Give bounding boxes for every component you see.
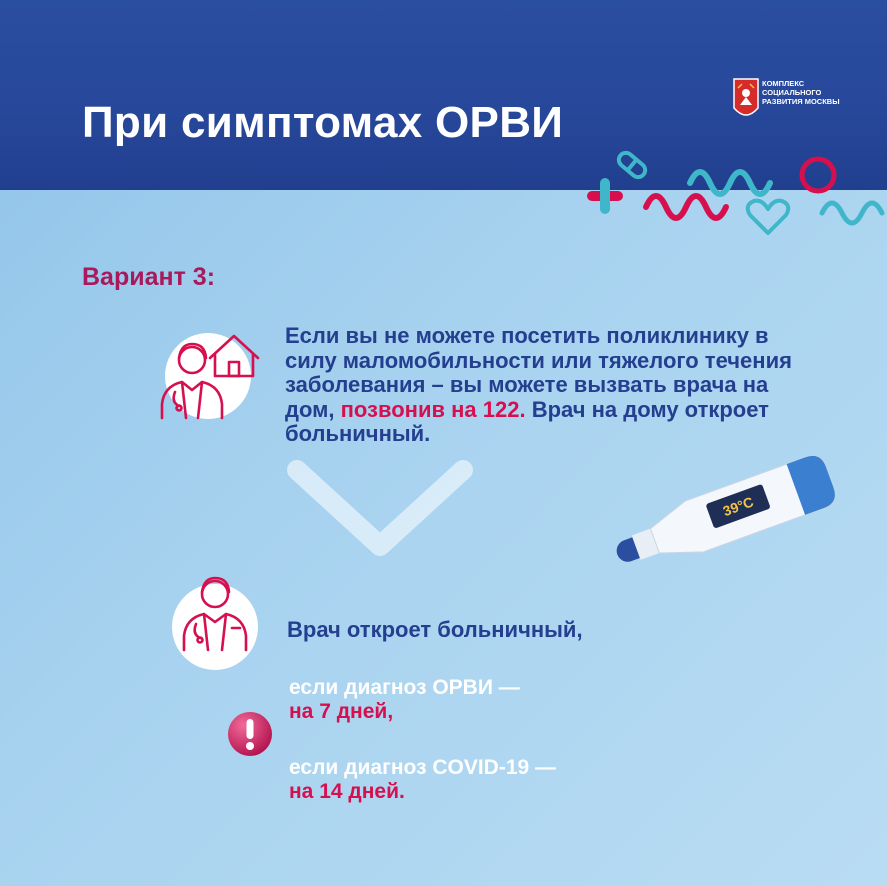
home-visit-text <box>285 324 805 447</box>
doctor-icon <box>178 572 252 652</box>
condition-covid-text: если диагноз COVID-19 — <box>289 756 557 779</box>
home-visit-text-main: Если вы не можете посетить поликлинику в силу маломобильности или тяжелого течения заболевания – вы можете вызвать врача на дом, <box>285 323 792 422</box>
condition-orvi <box>289 676 520 724</box>
logo-text: КОМПЛЕКС СОЦИАЛЬНОГО РАЗВИТИЯ МОСКВЫ <box>762 79 840 106</box>
condition-orvi-text: если диагноз ОРВИ — <box>289 676 520 699</box>
page-title: При симптомах ОРВИ <box>82 98 564 147</box>
phone-call-accent: позвонив на 122. <box>340 396 526 422</box>
thermometer-reading: 39°C <box>720 493 756 520</box>
chevron-down-icon <box>285 460 475 560</box>
home-visit-text-end: Врач на дому откроет больничный. <box>285 396 769 446</box>
sick-leave-text: Врач откроет больничный, <box>287 617 583 642</box>
condition-covid <box>289 756 556 804</box>
doctor-home-icon <box>158 328 262 422</box>
condition-covid-days: на 14 дней. <box>289 780 405 803</box>
thermometer-icon <box>600 450 845 580</box>
condition-orvi-days: на 7 дней, <box>289 700 394 723</box>
variant-label: Вариант 3: <box>82 263 216 291</box>
moscow-coat-of-arms-icon <box>733 78 759 127</box>
decorative-shapes-icon <box>580 145 887 245</box>
exclamation-icon <box>226 710 274 758</box>
